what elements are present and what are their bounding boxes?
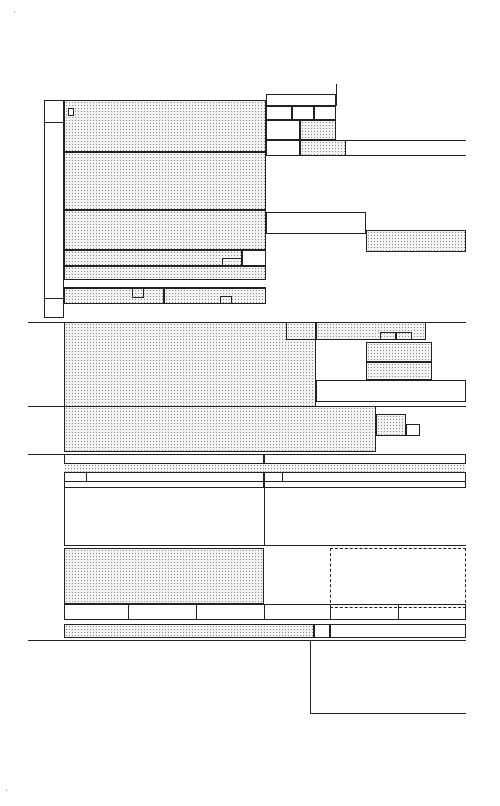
- side-title: [47, 124, 61, 296]
- corner-mark-top-left: ': [14, 12, 16, 18]
- field-5-items[interactable]: [266, 140, 300, 156]
- field-19-container[interactable]: [242, 250, 266, 266]
- field-33-subbox-1[interactable]: [380, 332, 396, 340]
- field-14-declarant[interactable]: [64, 210, 266, 250]
- field-51-transit-offices[interactable]: [64, 604, 466, 620]
- field-51-div-4: [330, 604, 331, 620]
- field-38-net-mass[interactable]: [366, 362, 432, 380]
- copy-number-bottom: [44, 298, 64, 319]
- declaration-subbox-2[interactable]: [292, 106, 314, 120]
- field-52-code[interactable]: [314, 624, 330, 638]
- left-container-row[interactable]: [64, 472, 264, 481]
- field-25-transport-mode-border[interactable]: [64, 288, 164, 304]
- right-yes-no-row: [264, 481, 466, 488]
- field-44-additional-info[interactable]: [64, 406, 376, 452]
- left-new-transport[interactable]: [64, 463, 264, 472]
- field-2-consignor[interactable]: [64, 100, 266, 152]
- field-44-pk-code[interactable]: [376, 414, 406, 436]
- right-kont-divider: [282, 472, 283, 481]
- right-band-1: [346, 140, 466, 156]
- visa-left[interactable]: [64, 488, 264, 546]
- right-container-row[interactable]: [264, 472, 466, 481]
- field-18-subbox[interactable]: [222, 258, 242, 266]
- field-32-item-no[interactable]: [286, 322, 316, 340]
- right-new-transport[interactable]: [264, 463, 466, 472]
- field-3-forms[interactable]: [266, 120, 300, 140]
- field-c-office-departure[interactable]: [330, 548, 466, 608]
- field-21-transport-border[interactable]: [64, 266, 266, 280]
- declaration-subbox-3[interactable]: [314, 106, 336, 120]
- field-50-principal[interactable]: [64, 548, 264, 604]
- left-kont-divider: [86, 472, 87, 481]
- field-15-dispatch-country[interactable]: [266, 212, 366, 234]
- field-26-subbox[interactable]: [220, 296, 232, 304]
- declaration-box: [266, 94, 336, 106]
- field-26-inland-transport[interactable]: [164, 288, 266, 304]
- field-18-transport-departure[interactable]: [64, 250, 242, 266]
- field-31-description[interactable]: [64, 322, 316, 408]
- field-25-subbox[interactable]: [132, 288, 144, 298]
- field-35-gross-mass[interactable]: [366, 342, 432, 362]
- copy-number-top: [44, 100, 64, 123]
- field-33-subbox-2[interactable]: [396, 332, 412, 340]
- field-53-destination-office[interactable]: [330, 624, 466, 638]
- field-17-destination-country[interactable]: [366, 230, 466, 252]
- corner-mark-bottom-left: ': [6, 790, 8, 796]
- field-44-pk-subbox[interactable]: [406, 424, 420, 436]
- declaration-line: [336, 84, 337, 106]
- field-8-consignee[interactable]: [64, 152, 266, 210]
- field-51-div-1: [128, 604, 129, 620]
- left-yes-no-row: [64, 481, 264, 488]
- field-54-place-date[interactable]: [310, 640, 466, 714]
- field-51-div-5: [398, 604, 399, 620]
- field-52-guarantee[interactable]: [64, 624, 314, 638]
- declaration-subbox-1[interactable]: [266, 106, 292, 120]
- field-2-checkbox[interactable]: [68, 108, 74, 116]
- field-4-loading-lists[interactable]: [300, 120, 336, 140]
- visa-right[interactable]: [264, 488, 466, 546]
- field-51-div-3: [264, 604, 265, 620]
- field-6-packages[interactable]: [300, 140, 346, 156]
- field-40-previous-doc[interactable]: [316, 380, 466, 402]
- field-51-div-2: [196, 604, 197, 620]
